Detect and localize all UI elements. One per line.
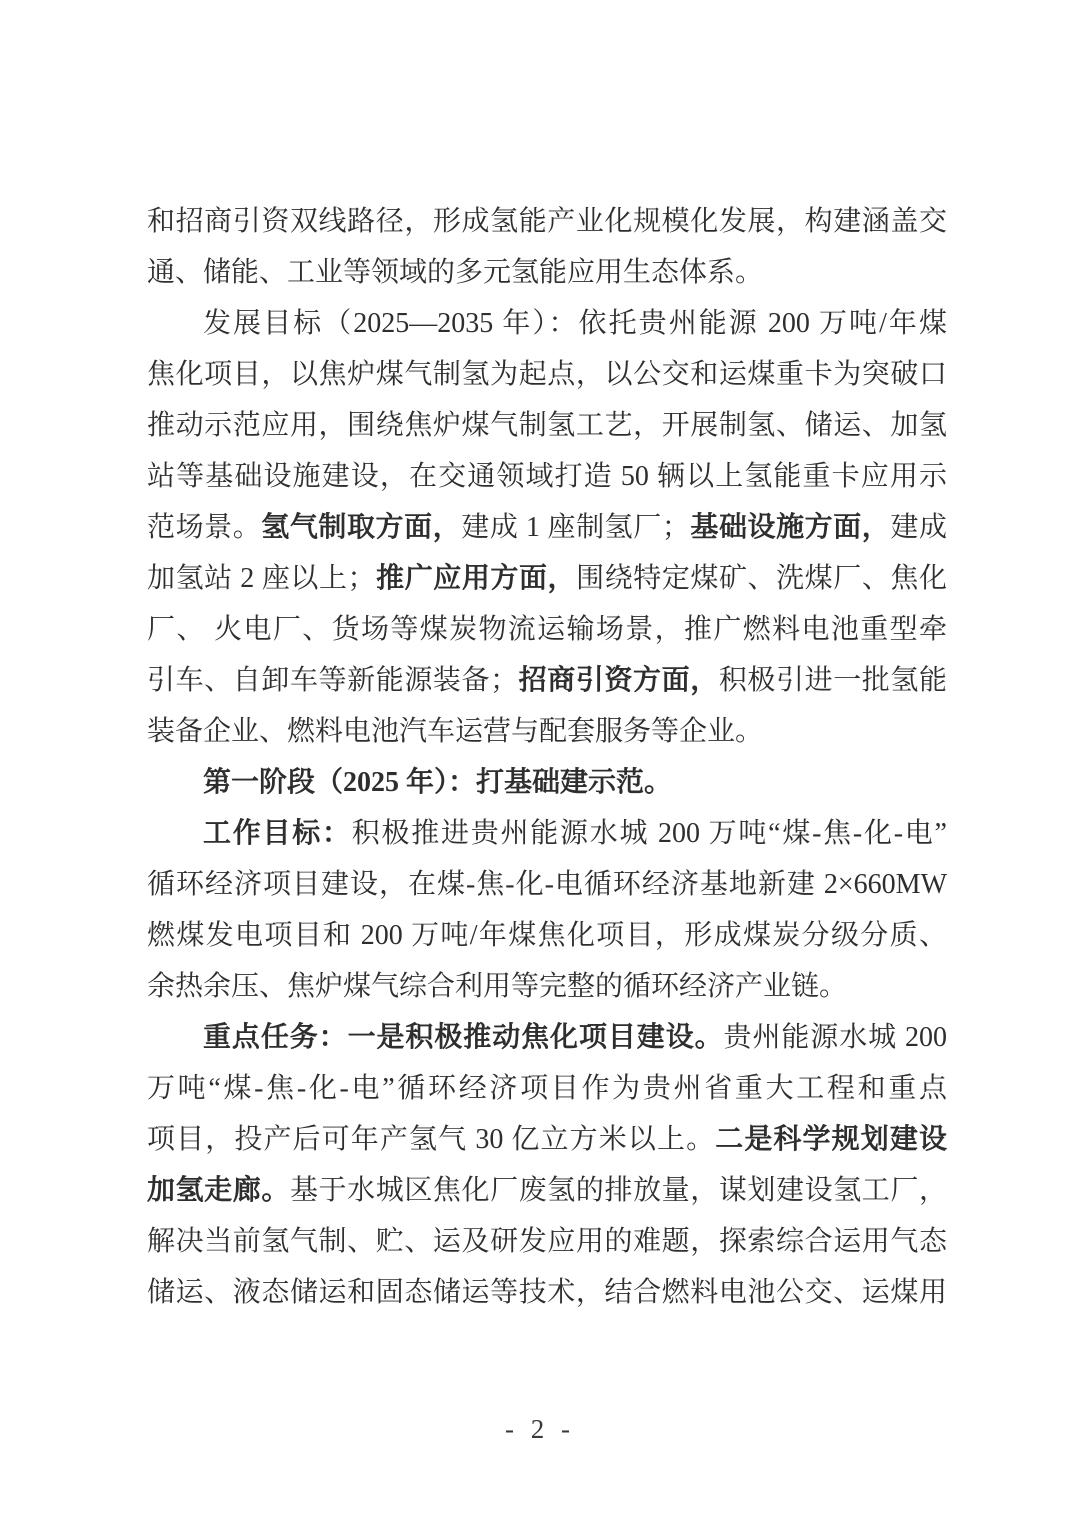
text-run: 通、储能、工业等领域的多元氢能应用生态体系。 bbox=[147, 257, 764, 288]
text-line bbox=[147, 553, 947, 604]
bold-text-run: 加氢走廊。 bbox=[147, 1175, 290, 1206]
bold-text-run: 工作目标： bbox=[203, 818, 352, 849]
text-run: 站等基础设施建设，在交通领域打造 50 辆以上氢能重卡应用示 bbox=[147, 461, 947, 492]
text-line bbox=[147, 298, 947, 349]
text-line bbox=[147, 400, 947, 451]
text-run: 装备企业、燃料电池汽车运营与配套服务等企业。 bbox=[147, 716, 764, 747]
text-line bbox=[147, 808, 947, 859]
text-line bbox=[147, 859, 947, 910]
text-run: 解决当前氢气制、贮、运及研发应用的难题，探索综合运用气态 bbox=[147, 1226, 947, 1257]
text-run: 厂、 火电厂、货场等煤炭物流运输场景，推广燃料电池重型牵 bbox=[147, 614, 947, 645]
text-line bbox=[147, 1114, 947, 1165]
text-run: 建成 1 座制氢厂； bbox=[461, 512, 690, 543]
text-run: 发展目标（2025—2035 年）：依托贵州能源 200 万吨/年煤 bbox=[203, 308, 947, 339]
text-run: 积极引进一批氢能 bbox=[718, 665, 947, 696]
bold-text-run: 重点任务：一是积极推动焦化项目建设。 bbox=[203, 1022, 724, 1053]
bold-text-run: 基础设施方面， bbox=[689, 512, 891, 543]
text-line bbox=[147, 1165, 947, 1216]
text-line bbox=[147, 604, 947, 655]
bold-text-run: 二是科学规划建设 bbox=[715, 1124, 947, 1155]
bold-text-run: 推广应用方面， bbox=[375, 563, 577, 594]
text-run: 基于水城区焦化厂废氢的排放量，谋划建设氢工厂， bbox=[289, 1175, 947, 1206]
text-line bbox=[147, 451, 947, 502]
text-run: 和招商引资双线路径，形成氢能产业化规模化发展，构建涵盖交 bbox=[147, 206, 947, 237]
text-line bbox=[147, 757, 947, 808]
text-line bbox=[147, 1267, 947, 1318]
text-line bbox=[147, 1063, 947, 1114]
text-run: 循环经济项目建设，在煤-焦-化-电循环经济基地新建 2×660MW bbox=[147, 869, 947, 900]
text-run: 建成 bbox=[890, 512, 947, 543]
text-line bbox=[147, 196, 947, 247]
text-run: 引车、自卸车等新能源装备； bbox=[147, 665, 519, 696]
text-line bbox=[147, 910, 947, 961]
text-run: 焦化项目，以焦炉煤气制氢为起点，以公交和运煤重卡为突破口 bbox=[147, 359, 947, 390]
text-run: 余热余压、焦炉煤气综合利用等完整的循环经济产业链。 bbox=[147, 971, 848, 1002]
bold-text-run: 第一阶段（2025 年）：打基础建示范。 bbox=[203, 767, 673, 798]
text-line bbox=[147, 655, 947, 706]
text-run: 范场景。 bbox=[147, 512, 262, 543]
text-line bbox=[147, 247, 947, 298]
text-line bbox=[147, 706, 947, 757]
text-run: 储运、液态储运和固态储运等技术，结合燃料电池公交、运煤用 bbox=[147, 1277, 947, 1308]
text-run: 围绕特定煤矿、洗煤厂、焦化 bbox=[576, 563, 947, 594]
text-line bbox=[147, 1216, 947, 1267]
document-body bbox=[147, 196, 947, 1318]
text-run: 燃煤发电项目和 200 万吨/年煤焦化项目，形成煤炭分级分质、 bbox=[147, 920, 947, 951]
text-line bbox=[147, 961, 947, 1012]
text-run: 项目，投产后可年产氢气 30 亿立方米以上。 bbox=[147, 1124, 716, 1155]
text-run: 推动示范应用，围绕焦炉煤气制氢工艺，开展制氢、储运、加氢 bbox=[147, 410, 947, 441]
page-number: - 2 - bbox=[505, 1414, 575, 1444]
text-run: 积极推进贵州能源水城 200 万吨“煤-焦-化-电” bbox=[351, 818, 947, 849]
text-run: 万吨“煤-焦-化-电”循环经济项目作为贵州省重大工程和重点 bbox=[147, 1073, 947, 1104]
text-line bbox=[147, 1012, 947, 1063]
text-run: 加氢站 2 座以上； bbox=[147, 563, 376, 594]
text-line bbox=[147, 502, 947, 553]
bold-text-run: 招商引资方面， bbox=[518, 665, 719, 696]
bold-text-run: 氢气制取方面， bbox=[261, 512, 462, 543]
text-run: 贵州能源水城 200 bbox=[723, 1022, 947, 1053]
text-line bbox=[147, 349, 947, 400]
